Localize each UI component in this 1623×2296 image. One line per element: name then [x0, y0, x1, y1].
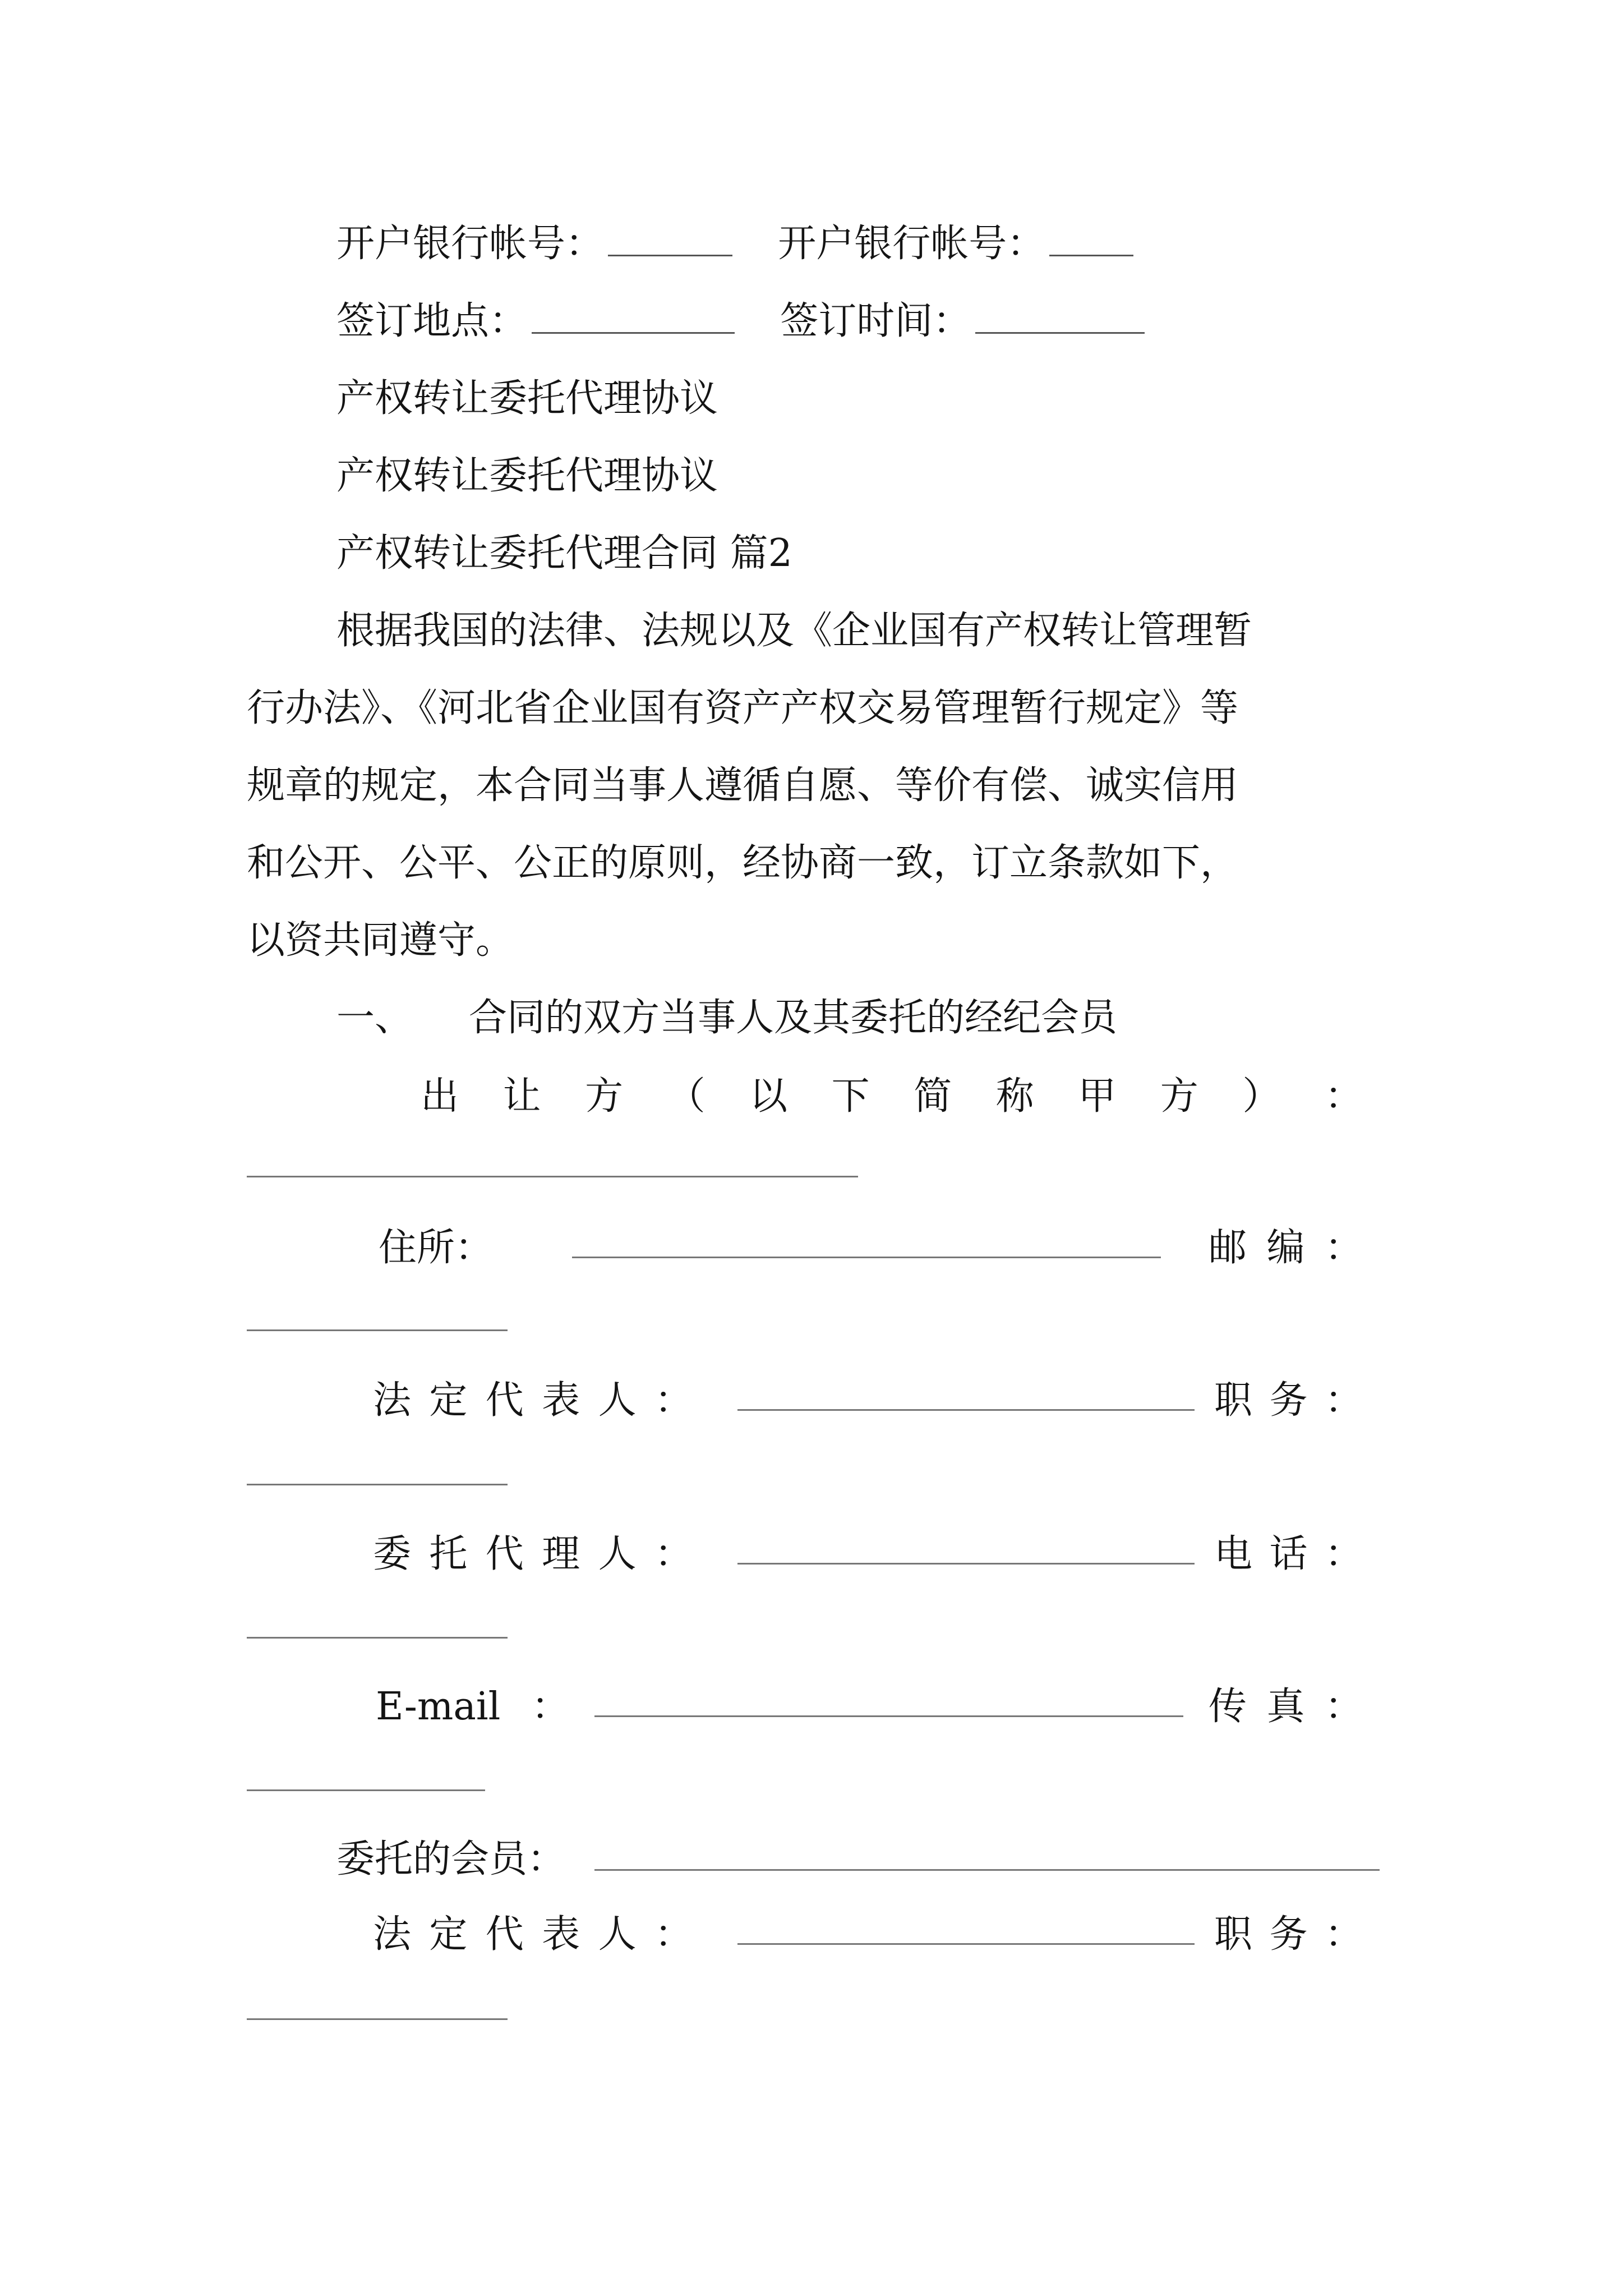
email-blank[interactable]: [594, 1715, 1183, 1717]
label-char: 传: [1209, 1685, 1247, 1729]
paragraph-line-4: 和公开、公平、公正的原则，经协商一致，订立条款如下，: [247, 841, 1239, 885]
label-char: 编: [1266, 1226, 1305, 1270]
label-char: ：: [1324, 1226, 1363, 1270]
legal-rep-label: [373, 1375, 693, 1426]
label-char: 务: [1269, 1378, 1308, 1423]
bank-account-label-2: 开户银行帐号：: [778, 222, 1045, 266]
email-label: [376, 1682, 569, 1732]
bank-account-label-1: 开户银行帐号：: [336, 222, 604, 266]
label-char: 表: [542, 1912, 580, 1957]
email-colon: ：: [531, 1685, 570, 1729]
position-blank-2[interactable]: [247, 2018, 508, 2020]
label-char: 电: [1214, 1532, 1253, 1576]
address-label: [379, 1223, 494, 1273]
label-char: 务: [1269, 1912, 1308, 1957]
transferor-char: 方: [1160, 1074, 1198, 1119]
transferor-char: 出: [421, 1074, 459, 1119]
label-char: 委: [373, 1532, 412, 1576]
label-char: ：: [1324, 1912, 1363, 1957]
label-char: ：: [1324, 1378, 1363, 1423]
postcode-label: [1209, 1223, 1363, 1273]
title-line-2: 产权转让委托代理协议: [336, 454, 718, 498]
fax-label: [1209, 1682, 1363, 1732]
paragraph-line-2: 行办法》、《河北省企业国有资产产权交易管理暂行规定》等: [247, 686, 1239, 730]
transferor-char: ：: [1324, 1074, 1363, 1119]
label-char: 职: [1214, 1912, 1253, 1957]
transferor-char: 以: [749, 1074, 788, 1119]
postcode-blank[interactable]: [247, 1329, 508, 1331]
label-char: ：: [1324, 1685, 1363, 1729]
label-char: 住: [379, 1226, 417, 1270]
position-label: [1214, 1375, 1363, 1426]
label-char: ：: [654, 1912, 693, 1957]
legal-rep-blank-2[interactable]: [737, 1943, 1195, 1945]
phone-label: [1214, 1529, 1363, 1580]
member-label: 委托的会员：: [336, 1837, 566, 1881]
agent-blank[interactable]: [737, 1563, 1195, 1565]
phone-blank[interactable]: [247, 1637, 508, 1639]
fax-blank[interactable]: [247, 1789, 485, 1791]
title-line-1: 产权转让委托代理协议: [336, 376, 718, 421]
sign-place-blank[interactable]: [532, 297, 735, 334]
position-blank[interactable]: [247, 1484, 508, 1485]
transferor-char: （: [667, 1074, 706, 1119]
transferor-char: 简: [914, 1074, 952, 1119]
label-char: ：: [455, 1226, 494, 1270]
bank-account-line: [336, 219, 1133, 269]
legal-rep-blank[interactable]: [737, 1409, 1195, 1411]
label-char: 人: [598, 1378, 637, 1423]
section-number: 一、: [336, 996, 413, 1040]
transferor-char: 方: [585, 1074, 624, 1119]
label-char: 代: [485, 1378, 524, 1423]
label-char: ：: [654, 1378, 693, 1423]
agent-label: [373, 1529, 693, 1580]
label-char: 法: [373, 1912, 412, 1957]
label-char: 表: [542, 1378, 580, 1423]
paragraph-line-1: 根据我国的法律、法规以及《企业国有产权转让管理暂: [336, 609, 1252, 653]
label-char: ：: [1324, 1532, 1363, 1576]
transferor-line: [421, 1071, 1363, 1122]
label-char: 职: [1214, 1378, 1253, 1423]
label-char: 定: [429, 1912, 468, 1957]
section-heading: [336, 993, 1117, 1043]
label-char: 托: [429, 1532, 468, 1576]
title-line-3: 产权转让委托代理合同 篇2: [336, 531, 792, 576]
label-char: 理: [542, 1532, 580, 1576]
transferor-char: 称: [995, 1074, 1034, 1119]
position-label-2: [1214, 1910, 1363, 1960]
label-char: 代: [485, 1532, 524, 1576]
section-title: 合同的双方当事人及其委托的经纪会员: [469, 996, 1118, 1040]
transferor-char: 下: [831, 1074, 870, 1119]
transferor-blank[interactable]: [247, 1176, 858, 1177]
label-char: 话: [1269, 1532, 1308, 1576]
address-blank[interactable]: [572, 1257, 1161, 1258]
sign-time-blank[interactable]: [975, 297, 1145, 334]
label-char: 邮: [1209, 1226, 1247, 1270]
bank-account-blank-2[interactable]: [1049, 220, 1133, 256]
label-char: 代: [485, 1912, 524, 1957]
sign-place-label: 签订地点：: [336, 299, 528, 343]
email-label-text: E-mail: [376, 1685, 501, 1729]
label-char: 真: [1266, 1685, 1305, 1729]
transferor-char: ）: [1242, 1074, 1281, 1119]
label-char: 人: [598, 1912, 637, 1957]
label-char: 所: [417, 1226, 455, 1270]
bank-account-blank-1[interactable]: [608, 220, 732, 256]
label-char: ：: [654, 1532, 693, 1576]
label-char: 法: [373, 1378, 412, 1423]
label-char: 定: [429, 1378, 468, 1423]
paragraph-line-5: 以资共同遵守。: [247, 918, 514, 963]
paragraph-line-3: 规章的规定，本合同当事人遵循自愿、等价有偿、诚实信用: [247, 763, 1239, 808]
sign-line: [336, 296, 1145, 347]
member-blank[interactable]: [594, 1869, 1380, 1871]
transferor-char: 甲: [1078, 1074, 1117, 1119]
label-char: 人: [598, 1532, 637, 1576]
sign-time-label: 签订时间：: [780, 299, 971, 343]
legal-rep-label-2: [373, 1910, 693, 1960]
transferor-char: 让: [502, 1074, 541, 1119]
